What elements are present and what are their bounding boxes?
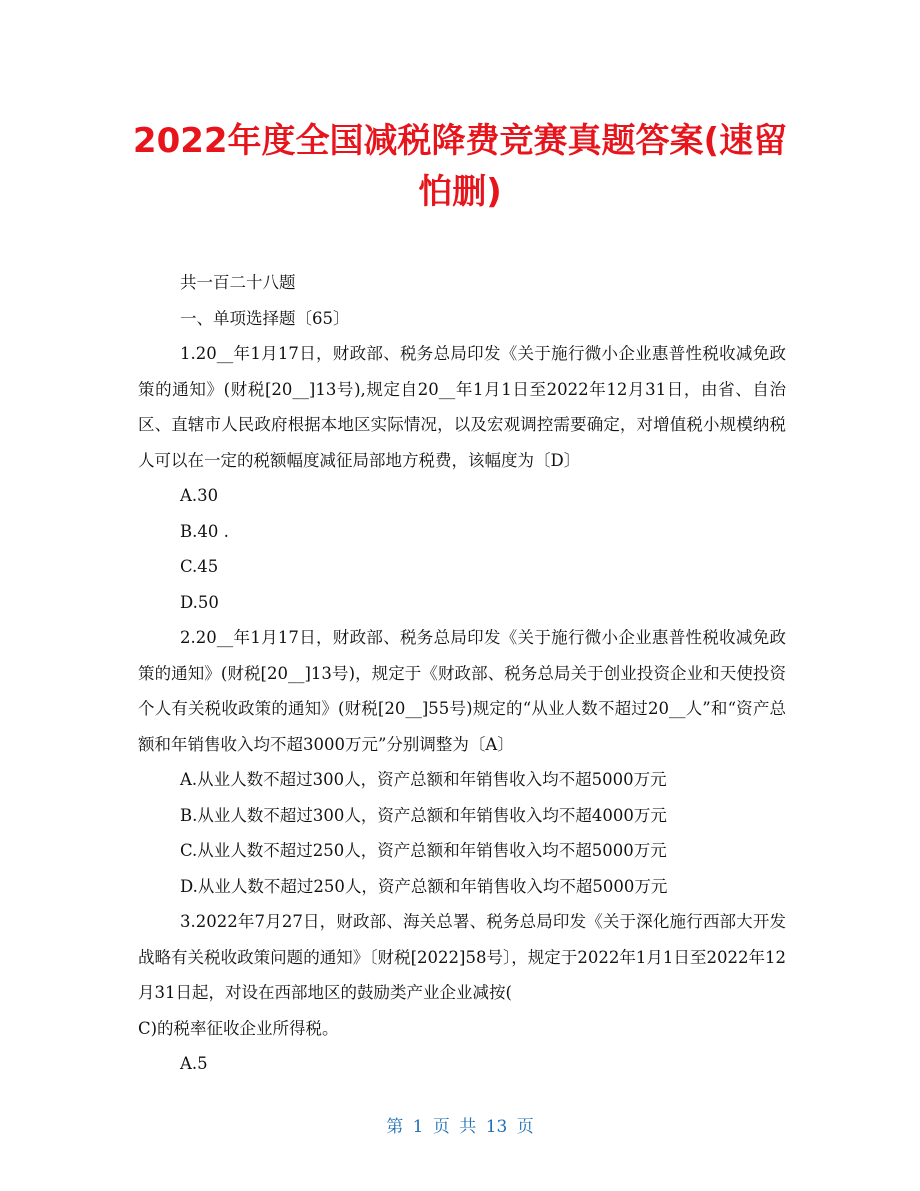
answer-option: C.从业人数不超过250人，资产总额和年销售收入均不超5000万元 xyxy=(180,841,667,860)
answer-option: B.40 . xyxy=(180,521,229,541)
answer-option: A.30 xyxy=(180,486,219,505)
document-title: 2022年度全国减税降费竞赛真题答案(速留怕删) xyxy=(132,121,788,212)
question-stem-continuation: C)的税率征收企业所得税。 xyxy=(138,1018,339,1038)
answer-option: D.50 xyxy=(180,592,219,612)
answer-option: B.从业人数不超过300人，资产总额和年销售收入均不超4000万元 xyxy=(180,805,667,825)
answer-option: D.从业人数不超过250人，资产总额和年销售收入均不超5000万元 xyxy=(180,876,668,896)
answer-option: C.45 xyxy=(180,557,219,576)
page-number-footer: 第 1 页 共 13 页 xyxy=(386,1117,534,1137)
document-body xyxy=(138,265,786,1082)
question-stem: 1.20__年1月17日，财政部、税务总局印发《关于施行微小企业惠普性税收减免政策的通知》(财税[20__]13号),规定自20__年1月1日至2022年12月31日，由省、自治区、直辖市人民政府根据本地区实际情况，以及宏观调控需要确定，对增值税小规模纳税人可以在一定的税额幅度减征局部地方税费，该幅度为〔D〕 xyxy=(138,344,786,470)
answer-option: A.5 xyxy=(180,1054,208,1073)
question-stem: 2.20__年1月17日，财政部、税务总局印发《关于施行微小企业惠普性税收减免政策的通知》(财税[20__]13号)，规定于《财政部、税务总局关于创业投资企业和天使投资个人有关税收政策的通知》(财税[20__]55号)规定的“从业人数不超过20__人”和“资产总额和年销售收入均不超3000万元”分别调整为〔A〕 xyxy=(138,628,786,754)
question-count: 共一百二十八题 xyxy=(180,273,296,292)
answer-option: A.从业人数不超过300人，资产总额和年销售收入均不超5000万元 xyxy=(180,770,667,789)
question-stem: 3.2022年7月27日，财政部、海关总署、税务总局印发《关于深化施行西部大开发战略有关税收政策问题的通知》〔财税[2022]58号〕，规定于2022年1月1日至2022年12月31日起，对设在西部地区的鼓励类产业企业减按( xyxy=(138,912,786,1002)
section-heading: 一、单项选择题〔65〕 xyxy=(180,308,350,328)
